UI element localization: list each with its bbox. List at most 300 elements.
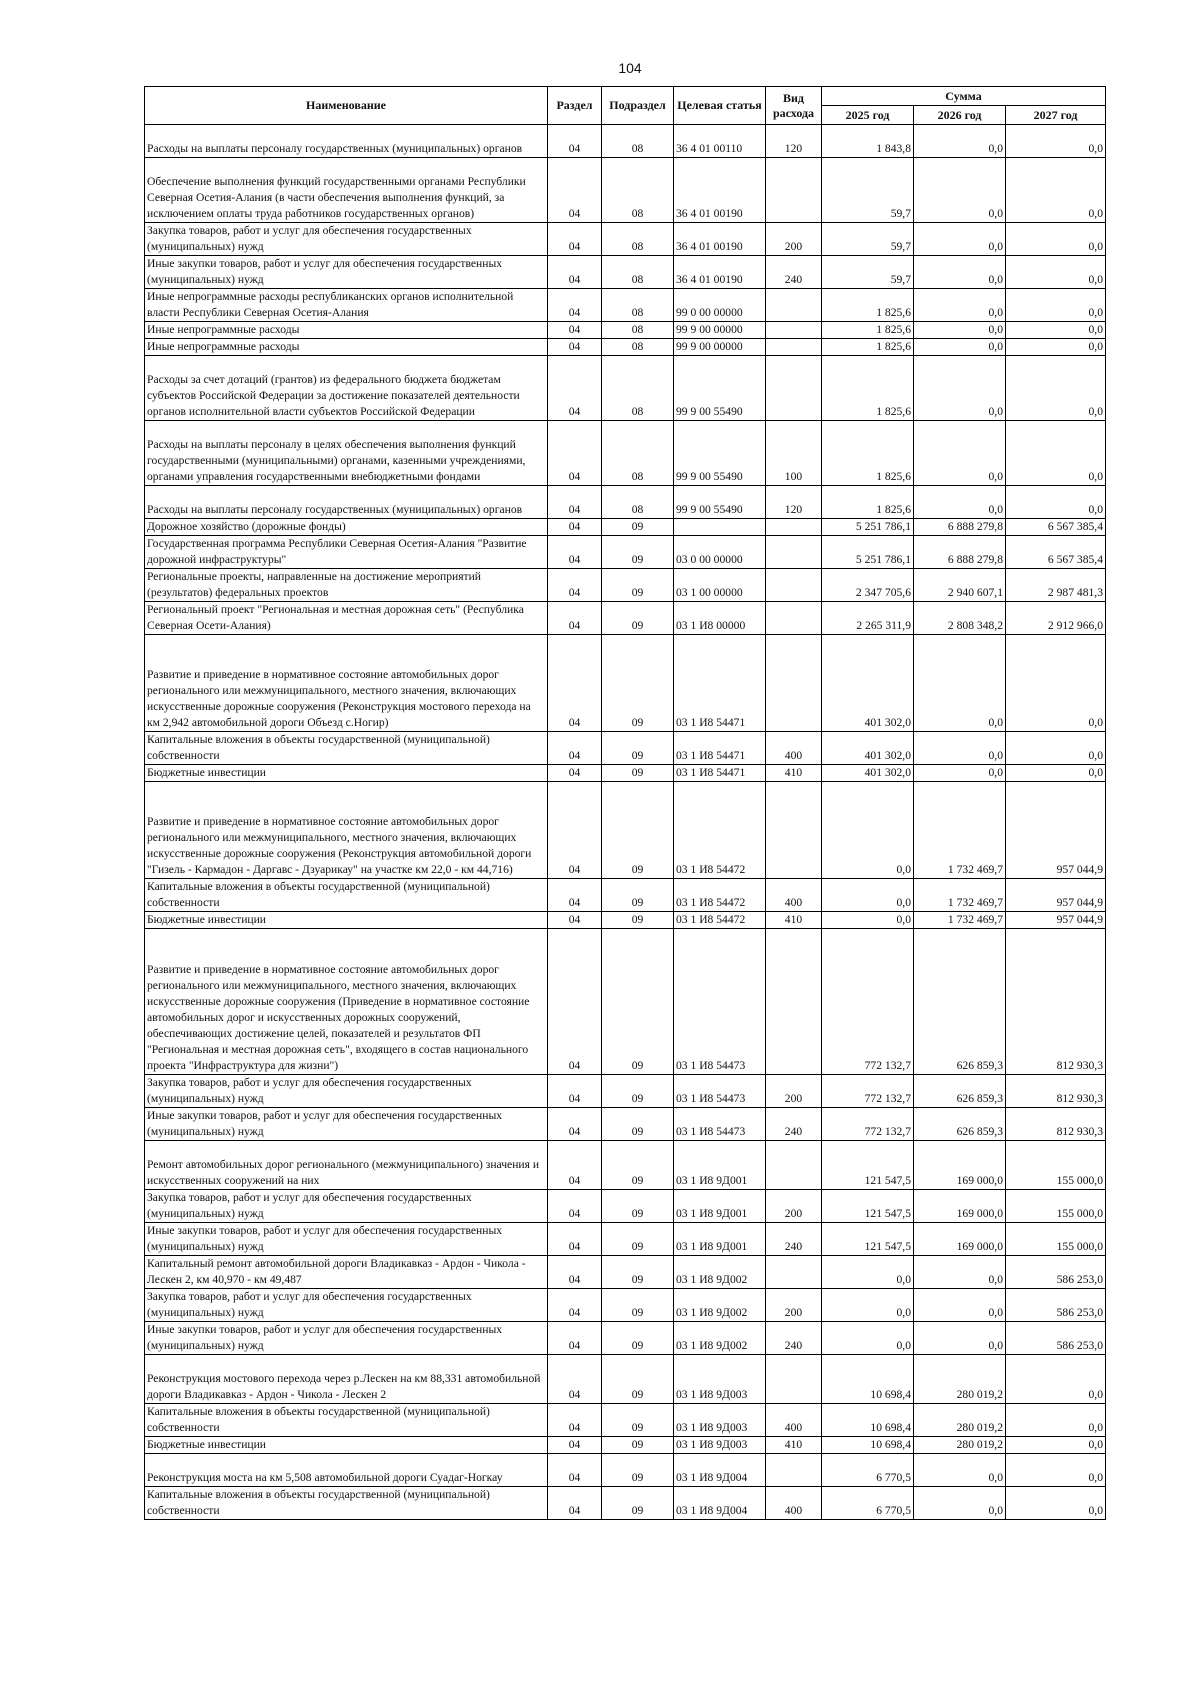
row-subsection: 09: [602, 1075, 674, 1108]
row-subsection: 08: [602, 339, 674, 356]
row-name: Иные непрограммные расходы: [145, 322, 548, 339]
row-value-2027: 0,0: [1006, 289, 1106, 322]
header-2026: 2026 год: [914, 106, 1006, 125]
row-value-2025: 0,0: [822, 1256, 914, 1289]
row-section: 04: [548, 356, 602, 421]
row-value-2027: 586 253,0: [1006, 1289, 1106, 1322]
row-value-2026: 0,0: [914, 1454, 1006, 1487]
header-sum: Сумма: [822, 87, 1106, 106]
row-value-2027: 6 567 385,4: [1006, 536, 1106, 569]
row-subsection: 09: [602, 929, 674, 1075]
row-name: Капитальный ремонт автомобильной дороги Владикавказ - Ардон - Чикола - Лескен 2, км 40,970 - км 49,487: [145, 1256, 548, 1289]
table-row: [145, 519, 1106, 536]
row-target: 03 1 00 00000: [674, 569, 766, 602]
row-target: 99 9 00 55490: [674, 421, 766, 486]
row-name: Капитальные вложения в объекты государственной (муниципальной) собственности: [145, 1404, 548, 1437]
row-target: 03 1 И8 9Д004: [674, 1454, 766, 1487]
row-subsection: 08: [602, 158, 674, 223]
row-section: 04: [548, 322, 602, 339]
table-row: [145, 536, 1106, 569]
row-value-2027: 0,0: [1006, 158, 1106, 223]
row-value-2026: 280 019,2: [914, 1404, 1006, 1437]
row-kind: 200: [766, 1289, 822, 1322]
row-kind: [766, 1141, 822, 1190]
row-kind: [766, 322, 822, 339]
row-section: 04: [548, 125, 602, 158]
row-kind: 400: [766, 1487, 822, 1520]
row-kind: 240: [766, 256, 822, 289]
row-kind: [766, 929, 822, 1075]
row-value-2027: 812 930,3: [1006, 1108, 1106, 1141]
row-section: 04: [548, 602, 602, 635]
row-subsection: 08: [602, 486, 674, 519]
row-section: 04: [548, 486, 602, 519]
row-target: 03 1 И8 9Д002: [674, 1322, 766, 1355]
row-kind: [766, 1256, 822, 1289]
row-name: Капитальные вложения в объекты государственной (муниципальной) собственности: [145, 879, 548, 912]
row-kind: 240: [766, 1223, 822, 1256]
table-row: [145, 569, 1106, 602]
row-kind: [766, 602, 822, 635]
table-row: [145, 356, 1106, 421]
row-value-2025: 2 347 705,6: [822, 569, 914, 602]
row-value-2026: 0,0: [914, 223, 1006, 256]
row-value-2025: 10 698,4: [822, 1355, 914, 1404]
row-subsection: 09: [602, 1141, 674, 1190]
row-value-2027: 6 567 385,4: [1006, 519, 1106, 536]
row-value-2025: 401 302,0: [822, 732, 914, 765]
table-row: [145, 1141, 1106, 1190]
row-value-2026: 0,0: [914, 421, 1006, 486]
row-value-2025: 0,0: [822, 782, 914, 879]
header-section: Раздел: [548, 87, 602, 125]
table-row: [145, 1190, 1106, 1223]
row-section: 04: [548, 1454, 602, 1487]
row-name: Расходы за счет дотаций (грантов) из федерального бюджета бюджетам субъектов Российской Федерации за достижение показателей деятельности органов исполнительной власти субъектов Российской Федерации: [145, 356, 548, 421]
row-section: 04: [548, 1404, 602, 1437]
row-kind: [766, 635, 822, 732]
row-value-2025: 121 547,5: [822, 1141, 914, 1190]
row-target: 03 1 И8 9Д001: [674, 1141, 766, 1190]
row-kind: [766, 519, 822, 536]
table-row: [145, 732, 1106, 765]
row-kind: [766, 158, 822, 223]
table-row: [145, 1454, 1106, 1487]
row-value-2026: 280 019,2: [914, 1355, 1006, 1404]
table-row: [145, 1322, 1106, 1355]
row-target: 03 1 И8 9Д001: [674, 1190, 766, 1223]
row-value-2025: 401 302,0: [822, 635, 914, 732]
row-kind: [766, 339, 822, 356]
row-section: 04: [548, 1190, 602, 1223]
row-value-2027: 0,0: [1006, 356, 1106, 421]
row-subsection: 08: [602, 421, 674, 486]
row-name: Бюджетные инвестиции: [145, 1437, 548, 1454]
table-row: [145, 256, 1106, 289]
row-target: 03 1 И8 9Д001: [674, 1223, 766, 1256]
row-kind: [766, 782, 822, 879]
row-value-2027: 812 930,3: [1006, 1075, 1106, 1108]
row-target: 99 0 00 00000: [674, 289, 766, 322]
row-value-2026: 2 808 348,2: [914, 602, 1006, 635]
row-name: Реконструкция мостового перехода через р.Лескен на км 88,331 автомобильной дороги Владикавказ - Ардон - Чикола - Лескен 2: [145, 1355, 548, 1404]
row-name: Развитие и приведение в нормативное состояние автомобильных дорог регионального или межмуниципального, местного значения, включающих искусственные дорожные сооружения (Реконструкция мостового перехода на км 2,942 автомобильной дороги Объезд с.Ногир): [145, 635, 548, 732]
row-value-2025: 5 251 786,1: [822, 519, 914, 536]
row-name: Иные непрограммные расходы: [145, 339, 548, 356]
header-kind: Вид расхода: [766, 87, 822, 125]
row-section: 04: [548, 256, 602, 289]
row-value-2027: 0,0: [1006, 732, 1106, 765]
table-row: [145, 1437, 1106, 1454]
row-value-2026: 0,0: [914, 322, 1006, 339]
row-name: Региональные проекты, направленные на достижение мероприятий (результатов) федеральных проектов: [145, 569, 548, 602]
table-row: [145, 782, 1106, 879]
table-row: [145, 223, 1106, 256]
row-value-2025: 772 132,7: [822, 929, 914, 1075]
row-subsection: 09: [602, 1404, 674, 1437]
row-section: 04: [548, 1487, 602, 1520]
row-section: 04: [548, 289, 602, 322]
row-kind: [766, 289, 822, 322]
row-value-2025: 0,0: [822, 1322, 914, 1355]
row-name: Бюджетные инвестиции: [145, 765, 548, 782]
row-target: 03 1 И8 54472: [674, 912, 766, 929]
row-name: Иные закупки товаров, работ и услуг для обеспечения государственных (муниципальных) нужд: [145, 256, 548, 289]
row-value-2025: 401 302,0: [822, 765, 914, 782]
row-section: 04: [548, 765, 602, 782]
row-target: 36 4 01 00190: [674, 223, 766, 256]
table-row: [145, 1355, 1106, 1404]
row-value-2027: 0,0: [1006, 1355, 1106, 1404]
row-kind: 400: [766, 1404, 822, 1437]
row-value-2027: 155 000,0: [1006, 1223, 1106, 1256]
row-target: 36 4 01 00190: [674, 256, 766, 289]
row-subsection: 09: [602, 569, 674, 602]
row-kind: 100: [766, 421, 822, 486]
row-value-2025: 59,7: [822, 158, 914, 223]
row-target: 03 0 00 00000: [674, 536, 766, 569]
row-kind: 120: [766, 125, 822, 158]
row-value-2027: 957 044,9: [1006, 879, 1106, 912]
table-row: [145, 1404, 1106, 1437]
header-2027: 2027 год: [1006, 106, 1106, 125]
row-value-2027: 586 253,0: [1006, 1322, 1106, 1355]
row-value-2025: 59,7: [822, 223, 914, 256]
row-value-2025: 1 825,6: [822, 356, 914, 421]
row-kind: 400: [766, 879, 822, 912]
row-subsection: 09: [602, 1437, 674, 1454]
row-value-2026: 0,0: [914, 635, 1006, 732]
row-value-2026: 1 732 469,7: [914, 782, 1006, 879]
row-kind: 240: [766, 1322, 822, 1355]
row-subsection: 09: [602, 635, 674, 732]
table-row: [145, 1223, 1106, 1256]
row-value-2027: 0,0: [1006, 1437, 1106, 1454]
row-section: 04: [548, 732, 602, 765]
row-subsection: 09: [602, 1289, 674, 1322]
row-section: 04: [548, 339, 602, 356]
row-target: 03 1 И8 9Д002: [674, 1256, 766, 1289]
row-kind: 200: [766, 223, 822, 256]
row-subsection: 08: [602, 256, 674, 289]
row-target: 36 4 01 00190: [674, 158, 766, 223]
row-target: 03 1 И8 00000: [674, 602, 766, 635]
row-subsection: 09: [602, 1454, 674, 1487]
row-subsection: 09: [602, 602, 674, 635]
row-subsection: 09: [602, 1223, 674, 1256]
row-section: 04: [548, 879, 602, 912]
row-value-2025: 2 265 311,9: [822, 602, 914, 635]
row-subsection: 09: [602, 536, 674, 569]
row-name: Иные закупки товаров, работ и услуг для обеспечения государственных (муниципальных) нужд: [145, 1223, 548, 1256]
row-kind: 410: [766, 765, 822, 782]
row-value-2027: 0,0: [1006, 421, 1106, 486]
row-value-2027: 2 912 966,0: [1006, 602, 1106, 635]
row-value-2025: 0,0: [822, 1289, 914, 1322]
row-name: Капитальные вложения в объекты государственной (муниципальной) собственности: [145, 732, 548, 765]
table-row: [145, 339, 1106, 356]
table-row: [145, 125, 1106, 158]
table-row: [145, 1289, 1106, 1322]
row-name: Реконструкция моста на км 5,508 автомобильной дороги Суадаг-Ногкау: [145, 1454, 548, 1487]
row-value-2026: 626 859,3: [914, 929, 1006, 1075]
table-row: [145, 765, 1106, 782]
table-row: [145, 912, 1106, 929]
table-row: [145, 1487, 1106, 1520]
row-subsection: 09: [602, 519, 674, 536]
row-kind: 400: [766, 732, 822, 765]
row-value-2026: 169 000,0: [914, 1190, 1006, 1223]
row-value-2026: 6 888 279,8: [914, 519, 1006, 536]
row-value-2025: 121 547,5: [822, 1190, 914, 1223]
row-name: Развитие и приведение в нормативное состояние автомобильных дорог регионального или межмуниципального, местного значения, включающих искусственные дорожные сооружения (Реконструкция автомобильной дороги "Гизель - Кармадон - Даргавс - Дзуарикау" на участке км 22,0 - км 44,716): [145, 782, 548, 879]
row-kind: [766, 1454, 822, 1487]
row-value-2026: 1 732 469,7: [914, 912, 1006, 929]
row-kind: [766, 1355, 822, 1404]
row-subsection: 08: [602, 125, 674, 158]
table-row: [145, 635, 1106, 732]
row-section: 04: [548, 536, 602, 569]
row-value-2025: 1 825,6: [822, 421, 914, 486]
row-value-2027: 0,0: [1006, 1454, 1106, 1487]
row-subsection: 08: [602, 223, 674, 256]
row-value-2026: 0,0: [914, 356, 1006, 421]
row-name: Иные непрограммные расходы республиканских органов исполнительной власти Республики Северная Осетия-Алания: [145, 289, 548, 322]
row-name: Ремонт автомобильных дорог регионального (межмуниципального) значения и искусственных сооружений на них: [145, 1141, 548, 1190]
row-target: 03 1 И8 54473: [674, 1075, 766, 1108]
row-target: 03 1 И8 54471: [674, 635, 766, 732]
row-value-2025: 772 132,7: [822, 1108, 914, 1141]
row-section: 04: [548, 421, 602, 486]
row-value-2026: 0,0: [914, 289, 1006, 322]
table-row: [145, 1108, 1106, 1141]
row-target: 03 1 И8 9Д002: [674, 1289, 766, 1322]
row-value-2025: 59,7: [822, 256, 914, 289]
row-kind: 240: [766, 1108, 822, 1141]
row-value-2027: 957 044,9: [1006, 912, 1106, 929]
table-row: [145, 879, 1106, 912]
row-subsection: 09: [602, 912, 674, 929]
row-value-2027: 0,0: [1006, 322, 1106, 339]
row-subsection: 08: [602, 289, 674, 322]
row-section: 04: [548, 929, 602, 1075]
row-kind: 410: [766, 912, 822, 929]
row-section: 04: [548, 158, 602, 223]
row-value-2025: 1 825,6: [822, 486, 914, 519]
table-body: [145, 125, 1106, 1520]
row-value-2026: 0,0: [914, 765, 1006, 782]
row-value-2026: 0,0: [914, 1256, 1006, 1289]
row-section: 04: [548, 1355, 602, 1404]
row-section: 04: [548, 635, 602, 732]
row-target: 36 4 01 00110: [674, 125, 766, 158]
row-name: Дорожное хозяйство (дорожные фонды): [145, 519, 548, 536]
row-name: Бюджетные инвестиции: [145, 912, 548, 929]
row-section: 04: [548, 223, 602, 256]
row-value-2027: 0,0: [1006, 125, 1106, 158]
row-name: Закупка товаров, работ и услуг для обеспечения государственных (муниципальных) нужд: [145, 1075, 548, 1108]
row-value-2027: 0,0: [1006, 1404, 1106, 1437]
row-value-2026: 0,0: [914, 1289, 1006, 1322]
row-subsection: 09: [602, 782, 674, 879]
row-subsection: 09: [602, 1355, 674, 1404]
row-subsection: 09: [602, 879, 674, 912]
row-value-2026: 0,0: [914, 1487, 1006, 1520]
row-value-2027: 0,0: [1006, 1487, 1106, 1520]
row-section: 04: [548, 1322, 602, 1355]
row-section: 04: [548, 782, 602, 879]
row-value-2027: 0,0: [1006, 635, 1106, 732]
row-value-2027: 0,0: [1006, 765, 1106, 782]
table-row: [145, 1075, 1106, 1108]
row-value-2027: 155 000,0: [1006, 1190, 1106, 1223]
row-subsection: 08: [602, 356, 674, 421]
row-kind: 120: [766, 486, 822, 519]
row-section: 04: [548, 519, 602, 536]
row-value-2027: 155 000,0: [1006, 1141, 1106, 1190]
row-name: Региональный проект "Региональная и местная дорожная сеть" (Республика Северная Осети-Алания): [145, 602, 548, 635]
row-value-2025: 5 251 786,1: [822, 536, 914, 569]
row-name: Государственная программа Республики Северная Осетия-Алания "Развитие дорожной инфраструктуры": [145, 536, 548, 569]
row-name: Иные закупки товаров, работ и услуг для обеспечения государственных (муниципальных) нужд: [145, 1322, 548, 1355]
row-subsection: 08: [602, 322, 674, 339]
row-target: 99 9 00 00000: [674, 322, 766, 339]
header-subsection: Подраздел: [602, 87, 674, 125]
row-target: 03 1 И8 9Д003: [674, 1355, 766, 1404]
row-kind: [766, 536, 822, 569]
header-2025: 2025 год: [822, 106, 914, 125]
row-value-2027: 0,0: [1006, 256, 1106, 289]
row-value-2026: 0,0: [914, 486, 1006, 519]
row-target: 99 9 00 00000: [674, 339, 766, 356]
row-value-2026: 169 000,0: [914, 1223, 1006, 1256]
row-section: 04: [548, 1289, 602, 1322]
row-value-2026: 626 859,3: [914, 1075, 1006, 1108]
row-kind: [766, 569, 822, 602]
row-target: 03 1 И8 54472: [674, 879, 766, 912]
row-kind: 200: [766, 1190, 822, 1223]
page-number: 104: [618, 60, 642, 76]
row-target: 03 1 И8 54473: [674, 1108, 766, 1141]
row-value-2025: 6 770,5: [822, 1454, 914, 1487]
row-value-2026: 0,0: [914, 125, 1006, 158]
row-value-2027: 0,0: [1006, 486, 1106, 519]
row-value-2026: 280 019,2: [914, 1437, 1006, 1454]
table-row: [145, 602, 1106, 635]
table-row: [145, 158, 1106, 223]
row-value-2025: 121 547,5: [822, 1223, 914, 1256]
row-name: Расходы на выплаты персоналу государственных (муниципальных) органов: [145, 486, 548, 519]
table-row: [145, 929, 1106, 1075]
row-target: 03 1 И8 54471: [674, 765, 766, 782]
row-value-2027: 0,0: [1006, 339, 1106, 356]
row-target: [674, 519, 766, 536]
row-name: Закупка товаров, работ и услуг для обеспечения государственных (муниципальных) нужд: [145, 223, 548, 256]
row-subsection: 09: [602, 732, 674, 765]
row-name: Иные закупки товаров, работ и услуг для обеспечения государственных (муниципальных) нужд: [145, 1108, 548, 1141]
row-target: 03 1 И8 9Д003: [674, 1437, 766, 1454]
row-target: 03 1 И8 9Д004: [674, 1487, 766, 1520]
row-subsection: 09: [602, 765, 674, 782]
row-target: 03 1 И8 54471: [674, 732, 766, 765]
row-name: Закупка товаров, работ и услуг для обеспечения государственных (муниципальных) нужд: [145, 1190, 548, 1223]
row-section: 04: [548, 1075, 602, 1108]
row-subsection: 09: [602, 1190, 674, 1223]
row-section: 04: [548, 1108, 602, 1141]
row-kind: 200: [766, 1075, 822, 1108]
row-value-2027: 2 987 481,3: [1006, 569, 1106, 602]
row-kind: [766, 356, 822, 421]
row-subsection: 09: [602, 1108, 674, 1141]
row-value-2026: 0,0: [914, 339, 1006, 356]
row-target: 03 1 И8 54472: [674, 782, 766, 879]
row-value-2026: 2 940 607,1: [914, 569, 1006, 602]
row-value-2026: 169 000,0: [914, 1141, 1006, 1190]
row-value-2026: 0,0: [914, 256, 1006, 289]
row-name: Капитальные вложения в объекты государственной (муниципальной) собственности: [145, 1487, 548, 1520]
row-section: 04: [548, 569, 602, 602]
row-value-2025: 10 698,4: [822, 1404, 914, 1437]
row-value-2025: 1 825,6: [822, 289, 914, 322]
header-target: Целевая статья: [674, 87, 766, 125]
row-value-2026: 1 732 469,7: [914, 879, 1006, 912]
row-value-2027: 812 930,3: [1006, 929, 1106, 1075]
table-row: [145, 1256, 1106, 1289]
row-value-2027: 0,0: [1006, 223, 1106, 256]
row-value-2027: 586 253,0: [1006, 1256, 1106, 1289]
row-value-2025: 772 132,7: [822, 1075, 914, 1108]
row-name: Закупка товаров, работ и услуг для обеспечения государственных (муниципальных) нужд: [145, 1289, 548, 1322]
row-value-2026: 0,0: [914, 732, 1006, 765]
row-target: 03 1 И8 54473: [674, 929, 766, 1075]
row-value-2025: 1 825,6: [822, 339, 914, 356]
row-name: Обеспечение выполнения функций государственными органами Республики Северная Осетия-Алания (в части обеспечения выполнения функций, за исключением оплаты труда работников государственных органов): [145, 158, 548, 223]
table-header: [145, 87, 1106, 125]
row-kind: 410: [766, 1437, 822, 1454]
row-value-2026: 0,0: [914, 158, 1006, 223]
row-value-2026: 6 888 279,8: [914, 536, 1006, 569]
row-target: 03 1 И8 9Д003: [674, 1404, 766, 1437]
budget-table: [144, 86, 1106, 1520]
row-value-2025: 1 843,8: [822, 125, 914, 158]
row-name: Расходы на выплаты персоналу государственных (муниципальных) органов: [145, 125, 548, 158]
row-value-2025: 10 698,4: [822, 1437, 914, 1454]
row-value-2025: 6 770,5: [822, 1487, 914, 1520]
row-section: 04: [548, 1141, 602, 1190]
row-value-2027: 957 044,9: [1006, 782, 1106, 879]
row-section: 04: [548, 1223, 602, 1256]
row-value-2026: 0,0: [914, 1322, 1006, 1355]
